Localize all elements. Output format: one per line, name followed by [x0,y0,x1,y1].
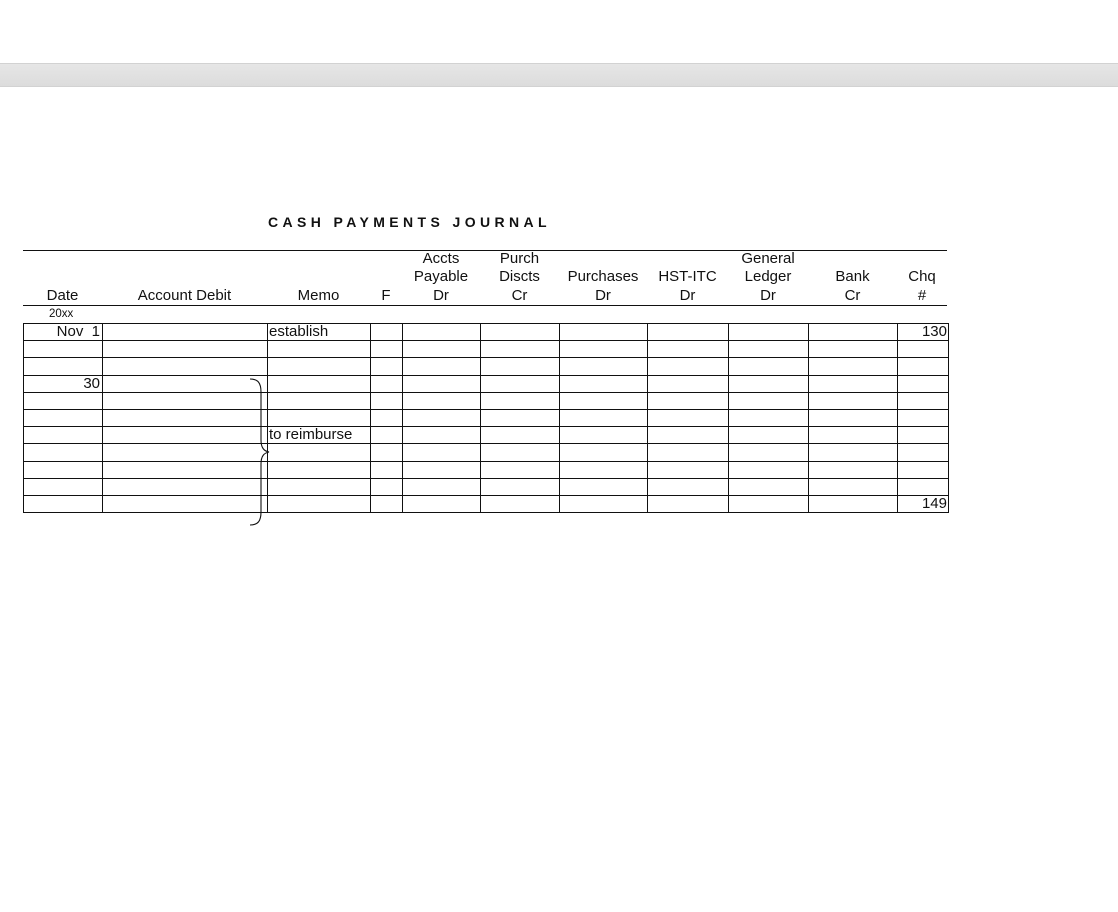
cell-account[interactable] [103,341,268,358]
cell-purchases[interactable] [560,427,648,444]
grouping-brace [250,378,274,526]
cell-gl[interactable] [729,461,809,478]
cell-purchases[interactable] [560,375,648,392]
cell-bank[interactable] [809,324,898,341]
cell-account[interactable] [103,495,268,512]
cell-bank[interactable] [809,427,898,444]
cell-gl[interactable] [729,341,809,358]
cell-gl[interactable] [729,324,809,341]
cell-hst[interactable] [648,427,729,444]
cell-hst[interactable] [648,409,729,426]
cell-hst[interactable] [648,324,729,341]
cell-gl[interactable] [729,444,809,461]
table-row [24,495,949,512]
cell-date[interactable] [24,444,103,461]
cell-bank[interactable] [809,495,898,512]
year-label: 20xx [49,308,74,320]
column-header-line: F [381,286,391,304]
cell-folio[interactable] [371,358,403,375]
column-header-hst-itc [647,251,728,305]
cell-hst[interactable] [648,341,729,358]
cell-gl[interactable] [729,358,809,375]
column-header-line: Date [46,286,79,304]
cell-gl[interactable] [729,375,809,392]
journal-title: CASH PAYMENTS JOURNAL [268,214,551,230]
cell-gl[interactable] [729,409,809,426]
table-row [24,324,949,341]
column-header-line: Purchases [567,268,639,286]
cell-chq[interactable]: 130 [898,324,949,341]
cell-account[interactable] [103,461,268,478]
column-header-line: Accts [422,250,460,268]
cell-pd[interactable] [481,444,560,461]
column-header-date [23,251,102,305]
cell-date[interactable] [24,358,103,375]
cell-bank[interactable] [809,375,898,392]
cell-folio[interactable] [371,478,403,495]
cell-pd[interactable] [481,392,560,409]
column-header-line: Memo [297,286,340,304]
table-row [24,409,949,426]
column-header-bank [808,251,897,305]
cell-bank[interactable] [809,461,898,478]
column-header-line: Dr [433,286,449,304]
cell-pd[interactable] [481,427,560,444]
cell-purchases[interactable] [560,461,648,478]
column-header-account-debit [102,251,267,305]
cell-folio[interactable] [371,444,403,461]
cell-ap[interactable] [403,341,481,358]
cell-hst[interactable] [648,375,729,392]
cell-hst[interactable] [648,478,729,495]
cell-purchases[interactable] [560,341,648,358]
cell-ap[interactable] [403,409,481,426]
cell-date[interactable]: Nov 1 [24,324,103,341]
column-header-line: Discts [499,268,540,286]
cell-ap[interactable] [403,392,481,409]
column-header-line: Dr [595,286,611,304]
column-header-general-ledger [728,251,808,305]
table-row [24,358,949,375]
column-header-line: HST-ITC [658,268,717,286]
cell-chq[interactable] [898,358,949,375]
column-header-folio [370,251,402,305]
cell-memo[interactable] [268,461,371,478]
cell-date[interactable]: 30 [24,375,103,392]
cell-account[interactable] [103,375,268,392]
cell-chq[interactable] [898,444,949,461]
cell-account[interactable] [103,427,268,444]
column-header-line: Ledger [744,268,792,286]
header-bottom-rule [23,305,947,306]
cell-hst[interactable] [648,495,729,512]
cell-folio[interactable] [371,409,403,426]
cell-hst[interactable] [648,392,729,409]
cell-gl[interactable] [729,427,809,444]
journal-table [23,323,949,513]
cell-pd[interactable] [481,358,560,375]
cell-folio[interactable] [371,495,403,512]
cell-pd[interactable] [481,495,560,512]
table-row [24,375,949,392]
cell-purchases[interactable] [560,324,648,341]
cell-ap[interactable] [403,461,481,478]
cell-ap[interactable] [403,427,481,444]
cell-memo[interactable] [268,341,371,358]
cell-pd[interactable] [481,478,560,495]
column-header-line: Cr [511,286,528,304]
column-header-purchases [559,251,647,305]
cell-account[interactable] [103,409,268,426]
table-row [24,392,949,409]
cell-purchases[interactable] [560,495,648,512]
cell-account[interactable] [103,392,268,409]
cell-chq[interactable] [898,409,949,426]
cell-pd[interactable] [481,341,560,358]
cell-account[interactable] [103,324,268,341]
cell-date[interactable] [24,392,103,409]
cell-memo[interactable] [268,358,371,375]
cell-bank[interactable] [809,444,898,461]
cell-folio[interactable] [371,427,403,444]
column-header-accts-payable [402,251,480,305]
cell-chq[interactable] [898,341,949,358]
cell-memo[interactable] [268,392,371,409]
column-header-line: Bank [835,268,870,286]
table-row [24,461,949,478]
cell-date[interactable] [24,409,103,426]
cell-ap[interactable] [403,375,481,392]
cell-folio[interactable] [371,375,403,392]
cell-chq[interactable] [898,478,949,495]
cell-bank[interactable] [809,358,898,375]
cell-memo[interactable] [268,409,371,426]
cell-hst[interactable] [648,461,729,478]
cell-pd[interactable] [481,324,560,341]
cell-bank[interactable] [809,478,898,495]
column-header-line: General [741,250,795,268]
cell-folio[interactable] [371,392,403,409]
cell-memo[interactable] [268,375,371,392]
cell-purchases[interactable] [560,444,648,461]
cell-folio[interactable] [371,461,403,478]
column-header-line: Dr [679,286,696,304]
cell-account[interactable] [103,478,268,495]
cell-date[interactable] [24,427,103,444]
cell-date[interactable] [24,341,103,358]
column-header-line: Purch [499,250,540,268]
cell-gl[interactable] [729,495,809,512]
cell-memo[interactable] [268,478,371,495]
column-header-memo [267,251,370,305]
cell-chq[interactable] [898,427,949,444]
cell-bank[interactable] [809,392,898,409]
cell-purchases[interactable] [560,358,648,375]
cell-date[interactable] [24,461,103,478]
cell-chq[interactable] [898,392,949,409]
viewer-toolbar-strip [0,63,1118,87]
cell-ap[interactable] [403,478,481,495]
column-header-line: Chq [908,268,936,286]
cell-hst[interactable] [648,444,729,461]
cell-date[interactable] [24,495,103,512]
cell-purchases[interactable] [560,392,648,409]
table-row [24,341,949,358]
cell-chq[interactable]: 149 [898,495,949,512]
cell-purchases[interactable] [560,409,648,426]
table-row [24,427,949,444]
cell-account[interactable] [103,358,268,375]
column-header-chq [897,251,947,305]
column-header-line: Payable [413,268,469,286]
cell-purchases[interactable] [560,478,648,495]
cell-pd[interactable] [481,375,560,392]
table-row [24,478,949,495]
cell-account[interactable] [103,444,268,461]
cell-pd[interactable] [481,461,560,478]
column-header-line: Dr [760,286,776,304]
cell-memo[interactable]: to reimburse [268,427,371,444]
column-header-purch-discts [480,251,559,305]
cell-bank[interactable] [809,341,898,358]
cell-pd[interactable] [481,409,560,426]
cell-ap[interactable] [403,495,481,512]
cell-memo[interactable] [268,444,371,461]
cell-chq[interactable] [898,461,949,478]
cell-bank[interactable] [809,409,898,426]
cell-gl[interactable] [729,478,809,495]
cell-hst[interactable] [648,358,729,375]
column-header-line: Cr [844,286,861,304]
column-header-line: # [917,286,927,304]
cell-memo[interactable]: establish [268,324,371,341]
cell-folio[interactable] [371,324,403,341]
cell-ap[interactable] [403,358,481,375]
cell-gl[interactable] [729,392,809,409]
cell-ap[interactable] [403,444,481,461]
cell-ap[interactable] [403,324,481,341]
column-header-line: Account Debit [137,286,232,304]
cell-chq[interactable] [898,375,949,392]
cell-date[interactable] [24,478,103,495]
table-row [24,444,949,461]
cell-memo[interactable] [268,495,371,512]
cell-folio[interactable] [371,341,403,358]
